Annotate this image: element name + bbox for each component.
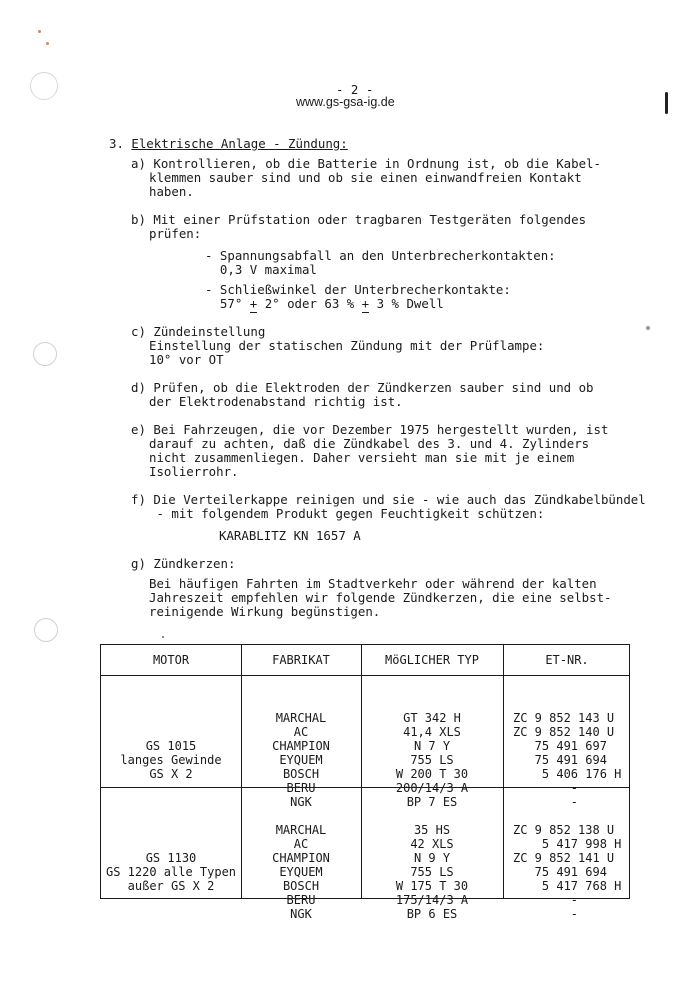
table-cell: GS 1220 alle Typen <box>105 865 237 879</box>
table-cell: CHAMPION <box>272 739 330 753</box>
table-cell: 175/14/3 A <box>395 893 469 907</box>
item-b1-line-2: 0,3 V maximal <box>205 262 317 277</box>
speck <box>646 326 650 330</box>
table-cell: AC <box>293 725 309 739</box>
scan-mark <box>665 92 668 114</box>
table-cell: 200/14/3 A <box>395 781 469 795</box>
table-cell: W 175 T 30 <box>395 879 469 893</box>
table-cell: BERU <box>286 781 316 795</box>
section-title: 3. Elektrische Anlage - Zündung: <box>109 136 348 151</box>
table-cell: - <box>513 893 579 907</box>
plus-minus-sign: + <box>361 296 370 311</box>
dwell-value-2: 2° oder 63 % <box>257 296 362 311</box>
item-f-line-2: - mit folgendem Produkt gegen Feuchtigkeit schützen: <box>149 506 545 521</box>
item-c-line-3: 10° vor OT <box>149 352 224 367</box>
table-cell: CHAMPION <box>272 851 330 865</box>
item-b-line-2: prüfen: <box>149 226 202 241</box>
table-cell: außer GS X 2 <box>127 879 215 893</box>
table-cell: langes Gewinde <box>120 753 222 767</box>
table-cell: 755 LS <box>410 753 454 767</box>
item-e-line-1: e) Bei Fahrzeugen, die vor Dezember 1975 hergestellt wurden, ist <box>131 422 609 437</box>
item-g-line-4: reinigende Wirkung begünstigen. <box>149 604 381 619</box>
item-a-line-1: a) Kontrollieren, ob die Batterie in Ordnung ist, ob die Kabel- <box>131 156 601 171</box>
table-cell: AC <box>293 837 309 851</box>
table-cell: NGK <box>290 795 312 809</box>
table-cell: GS 1015 <box>145 739 197 753</box>
table-cell: 42 XLS <box>410 837 454 851</box>
table-row-motor <box>101 711 241 809</box>
website-url[interactable]: www.gs-gsa-ig.de <box>296 95 395 109</box>
item-b2-line-1: - Schließwinkel der Unterbrecherkontakte: <box>205 282 511 297</box>
column-divider <box>503 645 504 898</box>
table-cell: BP 7 ES <box>406 795 458 809</box>
table-cell: ZC 9 852 141 U <box>513 851 615 865</box>
table-cell: N 7 Y <box>413 739 451 753</box>
hole-punch-mark-top <box>30 72 58 100</box>
item-g-line-2: Bei häufigen Fahrten im Stadtverkehr oder während der kalten <box>149 576 597 591</box>
table-cell: 5 417 998 H <box>513 837 622 851</box>
item-d-line-1: d) Prüfen, ob die Elektroden der Zündkerzen sauber sind und ob <box>131 380 594 395</box>
table-cell: - <box>513 781 579 795</box>
table-cell: MARCHAL <box>275 711 327 725</box>
table-row-typ <box>361 795 503 949</box>
table-cell: ZC 9 852 138 U <box>513 823 615 837</box>
table-cell: - <box>513 795 579 809</box>
table-cell: 5 417 768 H <box>513 879 622 893</box>
table-row-etnr <box>513 795 629 949</box>
product-name: KARABLITZ KN 1657 A <box>219 528 361 543</box>
item-f-line-1: f) Die Verteilerkappe reinigen und sie - wie auch das Zündkabelbündel <box>131 492 646 507</box>
item-a-line-3: haben. <box>149 184 194 199</box>
table-cell: EYQUEM <box>279 753 323 767</box>
item-b-line-1: b) Mit einer Prüfstation oder tragbaren Testgeräten folgendes <box>131 212 587 227</box>
table-cell: BP 6 ES <box>406 907 458 921</box>
dwell-value-3: 3 % Dwell <box>369 296 444 311</box>
plus-minus-sign: + <box>249 296 258 311</box>
table-cell: BERU <box>286 893 316 907</box>
table-cell: 5 406 176 H <box>513 767 622 781</box>
speck <box>162 636 164 638</box>
header-fabrikat: FABRIKAT <box>272 653 330 667</box>
item-c-line-2: Einstellung der statischen Zündung mit der Prüflampe: <box>149 338 545 353</box>
item-e-line-3: nicht zusammenliegen. Daher versieht man sie mit je einem <box>149 450 575 465</box>
dwell-value-1: 57° <box>205 296 250 311</box>
table-cell: - <box>513 907 579 921</box>
table-cell: GS 1130 <box>145 851 197 865</box>
table-cell: 41,4 XLS <box>403 725 461 739</box>
header-divider <box>101 675 629 676</box>
table-cell: MARCHAL <box>275 823 327 837</box>
table-cell: EYQUEM <box>279 865 323 879</box>
table-cell: 75 491 697 <box>513 739 607 753</box>
header-etnr: ET-NR. <box>545 653 589 667</box>
page-number: - 2 - <box>336 82 374 97</box>
table-cell: ZC 9 852 143 U <box>513 711 615 725</box>
table-cell: 75 491 694 <box>513 865 607 879</box>
speck <box>46 42 49 45</box>
item-e-line-4: Isolierrohr. <box>149 464 239 479</box>
item-g-line-1: g) Zündkerzen: <box>131 556 236 571</box>
table-cell: 35 HS <box>413 823 451 837</box>
table-cell: BOSCH <box>282 767 320 781</box>
table-cell: 75 491 694 <box>513 753 607 767</box>
item-e-line-2: darauf zu achten, daß die Zündkabel des 3. und 4. Zylinders <box>149 436 590 451</box>
table-row-motor <box>101 823 241 921</box>
item-c-line-1: c) Zündeinstellung <box>131 324 266 339</box>
table-cell: GT 342 H <box>403 711 461 725</box>
section-title-text: Elektrische Anlage - Zündung: <box>131 136 348 151</box>
hole-punch-mark-middle <box>33 342 57 366</box>
table-cell: GS X 2 <box>149 767 193 781</box>
item-a-line-2: klemmen sauber sind und ob sie einen einwandfreien Kontakt <box>149 170 582 185</box>
table-row-fabrikat <box>241 795 361 949</box>
header-motor: MOTOR <box>152 653 190 667</box>
header-typ: MöGLICHER TYP <box>385 653 479 667</box>
item-d-line-2: der Elektrodenabstand richtig ist. <box>149 394 403 409</box>
table-cell: BOSCH <box>282 879 320 893</box>
table-cell: 755 LS <box>410 865 454 879</box>
table-cell: ZC 9 852 140 U <box>513 725 615 739</box>
speck <box>38 30 41 33</box>
table-cell: NGK <box>290 907 312 921</box>
hole-punch-mark-bottom <box>34 618 58 642</box>
table-cell: W 200 T 30 <box>395 767 469 781</box>
item-b1-line-1: - Spannungsabfall an den Unterbrecherkontakten: <box>205 248 556 263</box>
spark-plug-table <box>100 644 630 921</box>
table-cell: N 9 Y <box>413 851 451 865</box>
item-b2-line-2 <box>205 297 444 311</box>
item-g-line-3: Jahreszeit empfehlen wir folgende Zündkerzen, die eine selbst- <box>149 590 612 605</box>
